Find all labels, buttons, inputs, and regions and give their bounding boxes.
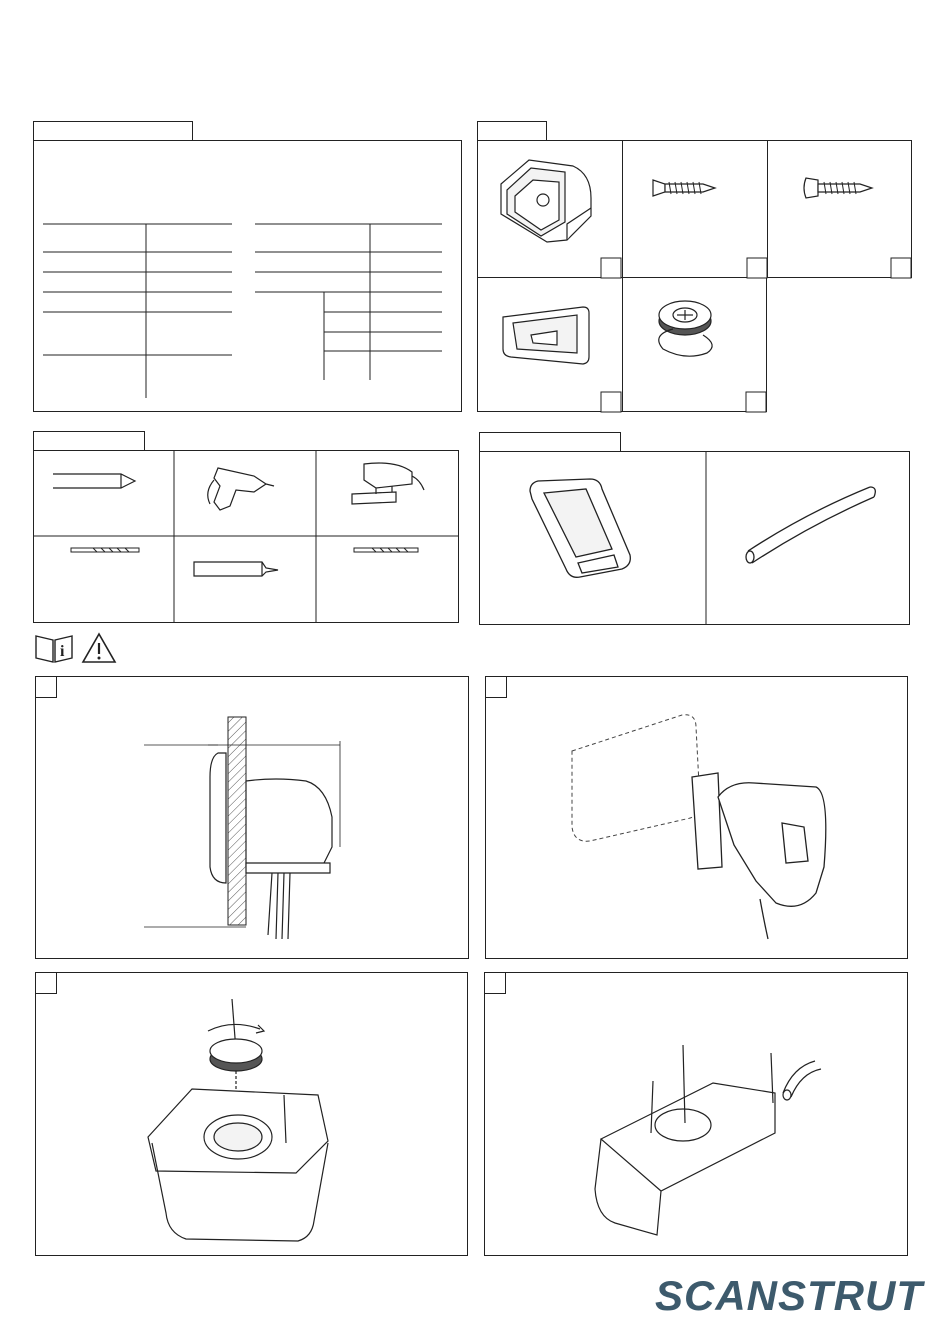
cable-seal-nut-drawing [623, 277, 767, 412]
warning-triangle-icon [81, 632, 117, 666]
box-item-countersunk-screw [623, 140, 768, 278]
jigsaw-icon [316, 450, 458, 536]
drill-bit-icon [33, 536, 174, 622]
step-3-seal-nut-install-drawing [36, 973, 469, 1257]
step-4-panel [484, 972, 908, 1256]
specifications-panel [33, 140, 462, 412]
box-item-cover-bezel [477, 277, 623, 412]
box-item-cable-seal-nut [623, 277, 767, 412]
step-3-panel [35, 972, 468, 1256]
flexible-conduit-icon [706, 451, 910, 625]
power-drill-icon [174, 450, 316, 536]
countersunk-screw-drawing [623, 140, 768, 278]
step-1-side-section-drawing [36, 677, 470, 960]
book-info-icon [34, 632, 74, 666]
specifications-table-lines [34, 141, 463, 413]
device-cradle-icon [480, 451, 706, 625]
tools-tab [33, 431, 145, 451]
step-2-jigsaw-cutout-drawing [486, 677, 909, 960]
step-4-cable-routing-drawing [485, 973, 909, 1257]
specifications-tab [33, 121, 193, 141]
scanstrut-logo: SCANSTRUT [655, 1272, 923, 1319]
housing-drawing [477, 140, 623, 278]
box-contents-tab [477, 121, 547, 141]
box-item-pan-head-screw [768, 140, 912, 278]
box-item-housing [477, 140, 623, 278]
svg-text:i: i [60, 643, 65, 660]
sealant-tube-icon [174, 536, 316, 622]
step-2-panel [485, 676, 908, 959]
pan-head-screw-drawing [768, 140, 912, 278]
pencil-tool-icon [33, 450, 174, 536]
drill-bit-large-icon [316, 536, 458, 622]
optional-items-tab [479, 432, 621, 452]
cover-bezel-drawing [477, 277, 623, 412]
step-1-panel [35, 676, 469, 959]
